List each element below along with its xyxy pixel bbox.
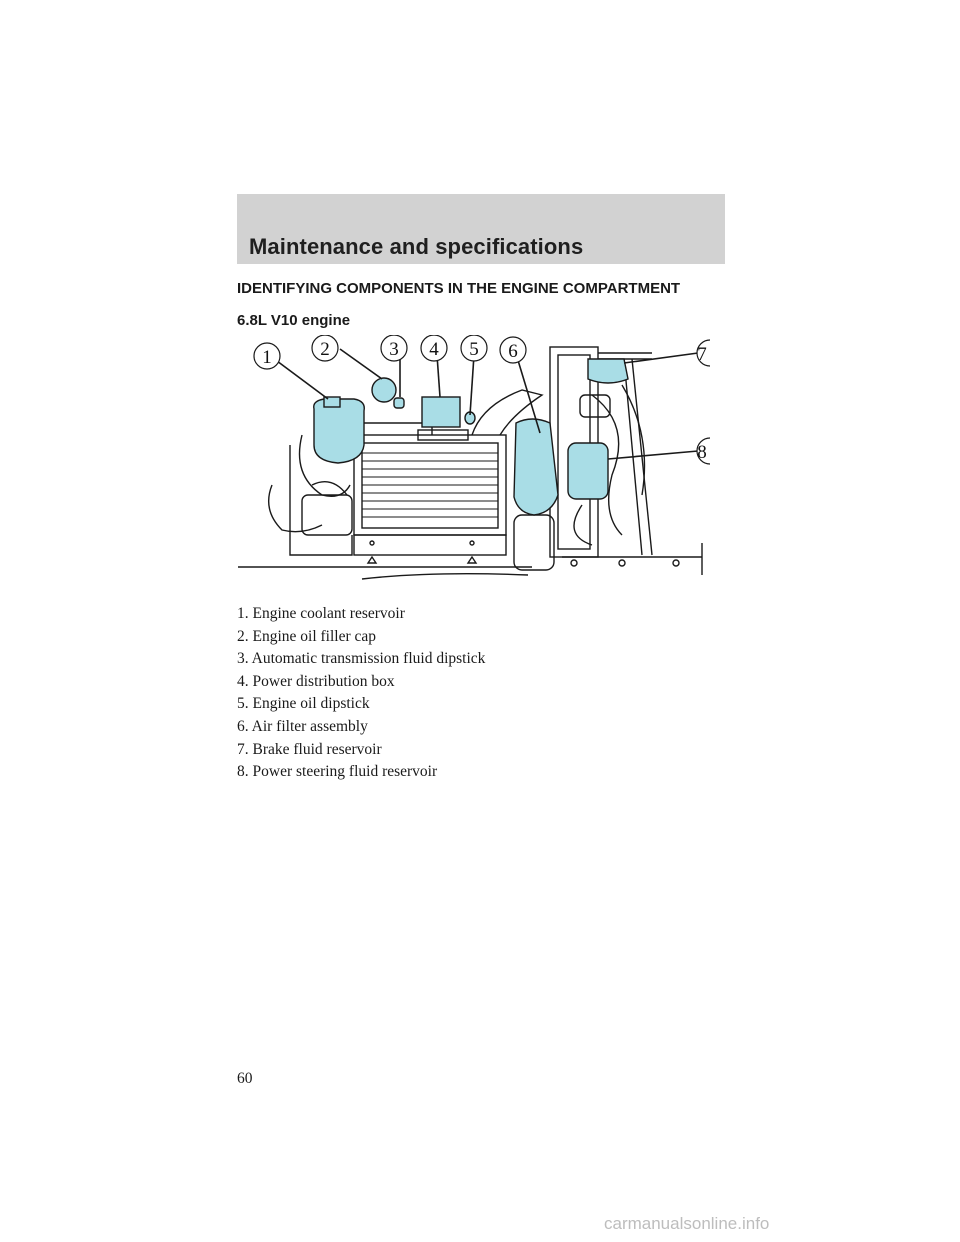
air-filter-shape xyxy=(514,419,558,515)
legend-item: 3. Automatic transmission fluid dipstick xyxy=(237,650,486,668)
legend-item: 6. Air filter assembly xyxy=(237,717,368,735)
legend-item: 7. Brake fluid reservoir xyxy=(237,740,382,758)
callout-2: 2 xyxy=(320,339,330,360)
watermark: carmanualsonline.info xyxy=(604,1214,770,1233)
legend-item: 4. Power distribution box xyxy=(237,672,395,690)
highlighted-components xyxy=(314,359,628,515)
component-legend xyxy=(237,603,485,784)
brake-reservoir-shape xyxy=(588,359,628,383)
callout-5: 5 xyxy=(469,339,479,360)
callout-4: 4 xyxy=(429,339,439,360)
legend-item: 5. Engine oil dipstick xyxy=(237,695,370,713)
legend-item: 1. Engine coolant reservoir xyxy=(237,605,405,622)
section-header-title: Maintenance and specifications xyxy=(249,234,584,259)
oil-filler-cap-shape xyxy=(372,378,396,402)
power-steering-reservoir-shape xyxy=(568,443,608,499)
callout-7: 7 xyxy=(697,344,707,365)
section-heading: IDENTIFYING COMPONENTS IN THE ENGINE COMPARTMENT xyxy=(237,280,681,297)
section-header-band xyxy=(237,194,725,264)
callout-6: 6 xyxy=(508,341,518,362)
callout-1: 1 xyxy=(262,347,272,368)
legend-item: 2. Engine oil filler cap xyxy=(237,627,377,645)
page-number: 60 xyxy=(237,1070,253,1087)
legend-item: 8. Power steering fluid reservoir xyxy=(237,763,438,781)
engine-compartment-diagram xyxy=(232,335,710,580)
callout-8: 8 xyxy=(697,442,707,463)
engine-line-art xyxy=(238,347,702,579)
callout-3: 3 xyxy=(389,339,399,360)
engine-subheading: 6.8L V10 engine xyxy=(237,312,351,329)
trans-dipstick-shape xyxy=(394,398,404,408)
coolant-reservoir-shape xyxy=(314,399,365,463)
power-distribution-box-shape xyxy=(422,397,460,427)
